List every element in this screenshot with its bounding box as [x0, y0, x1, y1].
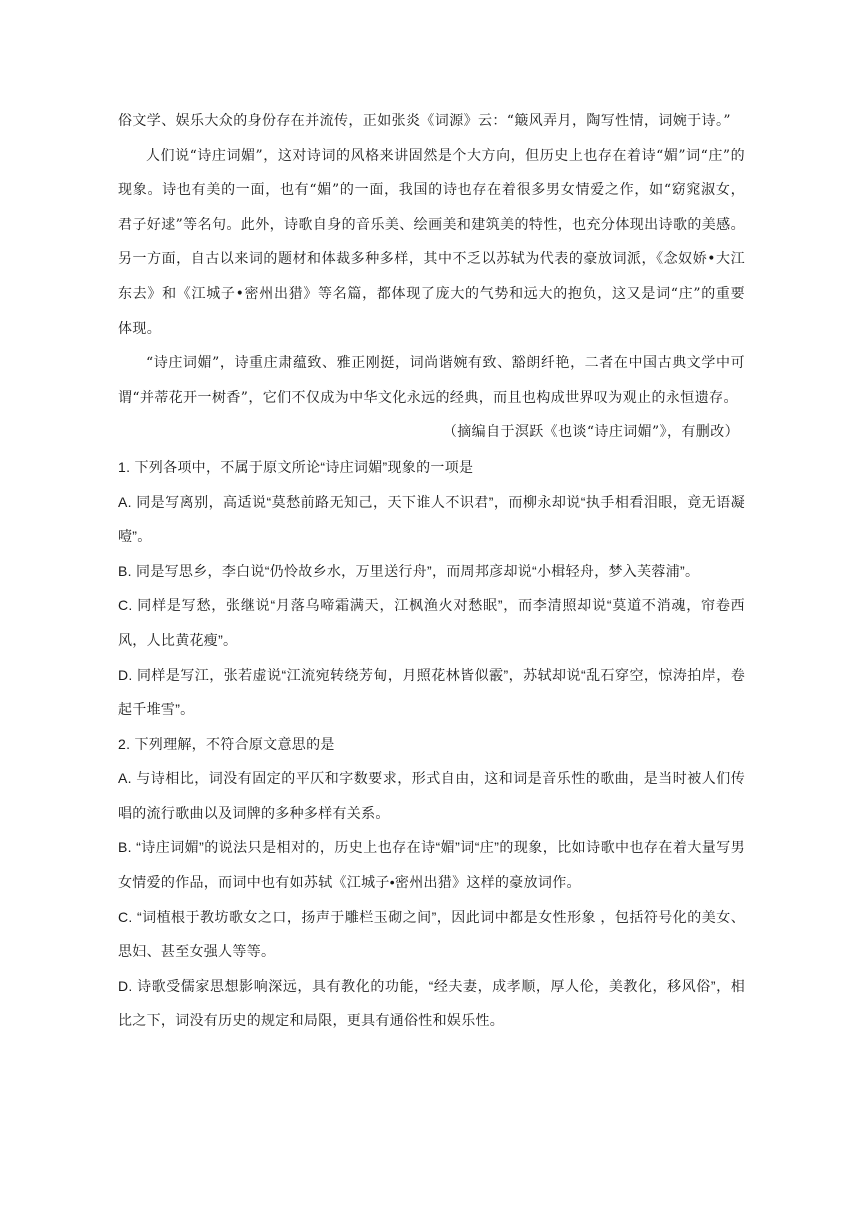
passage-paragraph: 人们说“诗庄词媚”，这对诗词的风格来讲固然是个大方向，但历史上也存在着诗“媚”词“庄”的现象。诗也有美的一面，也有“媚”的一面，我国的诗也存在着很多男女情爱之作，如“窈窕淑女，君子好逑”等名句。此外，诗歌自身的音乐美、绘画美和建筑美的特性，也充分体现出诗歌的美感。另一方面，自古以来词的题材和体裁多种多样，其中不乏以苏轼为代表的豪放词派，《念奴娇•大江东去》和《江城子•密州出猎》等名篇，都体现了庞大的气势和远大的抱负，这又是词“庄”的重要体现。	[118, 147, 745, 337]
option-d: D. 同样是写江，张若虚说“江流宛转绕芳甸，月照花林皆似霰”，苏轼却说“乱石穿空，惊涛拍岸，卷起千堆雪”。	[118, 666, 745, 718]
passage-paragraph: 俗文学、娱乐大众的身份存在并流传，正如张炎《词源》云：“簸风弄月，陶写性情，词婉于诗。”	[118, 113, 731, 129]
document-page	[118, 104, 745, 1038]
option-b: B. 同是写思乡，李白说“仍怜故乡水，万里送行舟”，而周邦彦却说“小楫轻舟，梦入芙蓉浦”。	[118, 562, 700, 579]
passage-source: （摘编自于溟跃《也谈“诗庄词媚”》，有删改）	[442, 424, 739, 441]
option-a: A. 同是写离别，高适说“莫愁前路无知己，天下谁人不识君”，而柳永却说“执手相看泪眼，竟无语凝噎”。	[118, 493, 745, 545]
question-stem: 2. 下列理解，不符合原文意思的是	[118, 735, 335, 752]
option-b: B. “诗庄词媚”的说法只是相对的，历史上也存在诗“媚”词“庄”的现象，比如诗歌中也存在着大量写男女情爱的作品，而词中也有如苏轼《江城子•密州出猎》这样的豪放词作。	[118, 839, 745, 891]
question-2	[118, 727, 745, 1038]
option-c: C. 同样是写愁，张继说“月落乌啼霜满天，江枫渔火对愁眠”，而李清照却说“莫道不消魂，帘卷西风，人比黄花瘦”。	[118, 597, 745, 648]
option-d: D. 诗歌受儒家思想影响深远，具有教化的功能，“经夫妻，成孝顺，厚人伦，美教化，移风俗”，相比之下，词没有历史的规定和局限，更具有通俗性和娱乐性。	[118, 977, 745, 1029]
question-1	[118, 450, 745, 727]
option-c: C. “词植根于教坊歌女之口，扬声于雕栏玉砌之间”，因此词中都是女性形象 ，包括符号化的美女、思妇、甚至女强人等等。	[118, 908, 745, 960]
passage-paragraph: “诗庄词媚”，诗重庄肃蕴致、雅正刚挺，词尚谐婉有致、豁朗纤艳，二者在中国古典文学中可谓“并蒂花开一树香”，它们不仅成为中华文化永远的经典，而且也构成世界叹为观止的永恒遗存。	[118, 355, 745, 406]
option-a: A. 与诗相比，词没有固定的平仄和字数要求，形式自由，这和词是音乐性的歌曲，是当时被人们传唱的流行歌曲以及词牌的多种多样有关系。	[118, 770, 745, 821]
question-stem: 1. 下列各项中，不属于原文所论“诗庄词媚”现象的一项是	[118, 458, 474, 475]
